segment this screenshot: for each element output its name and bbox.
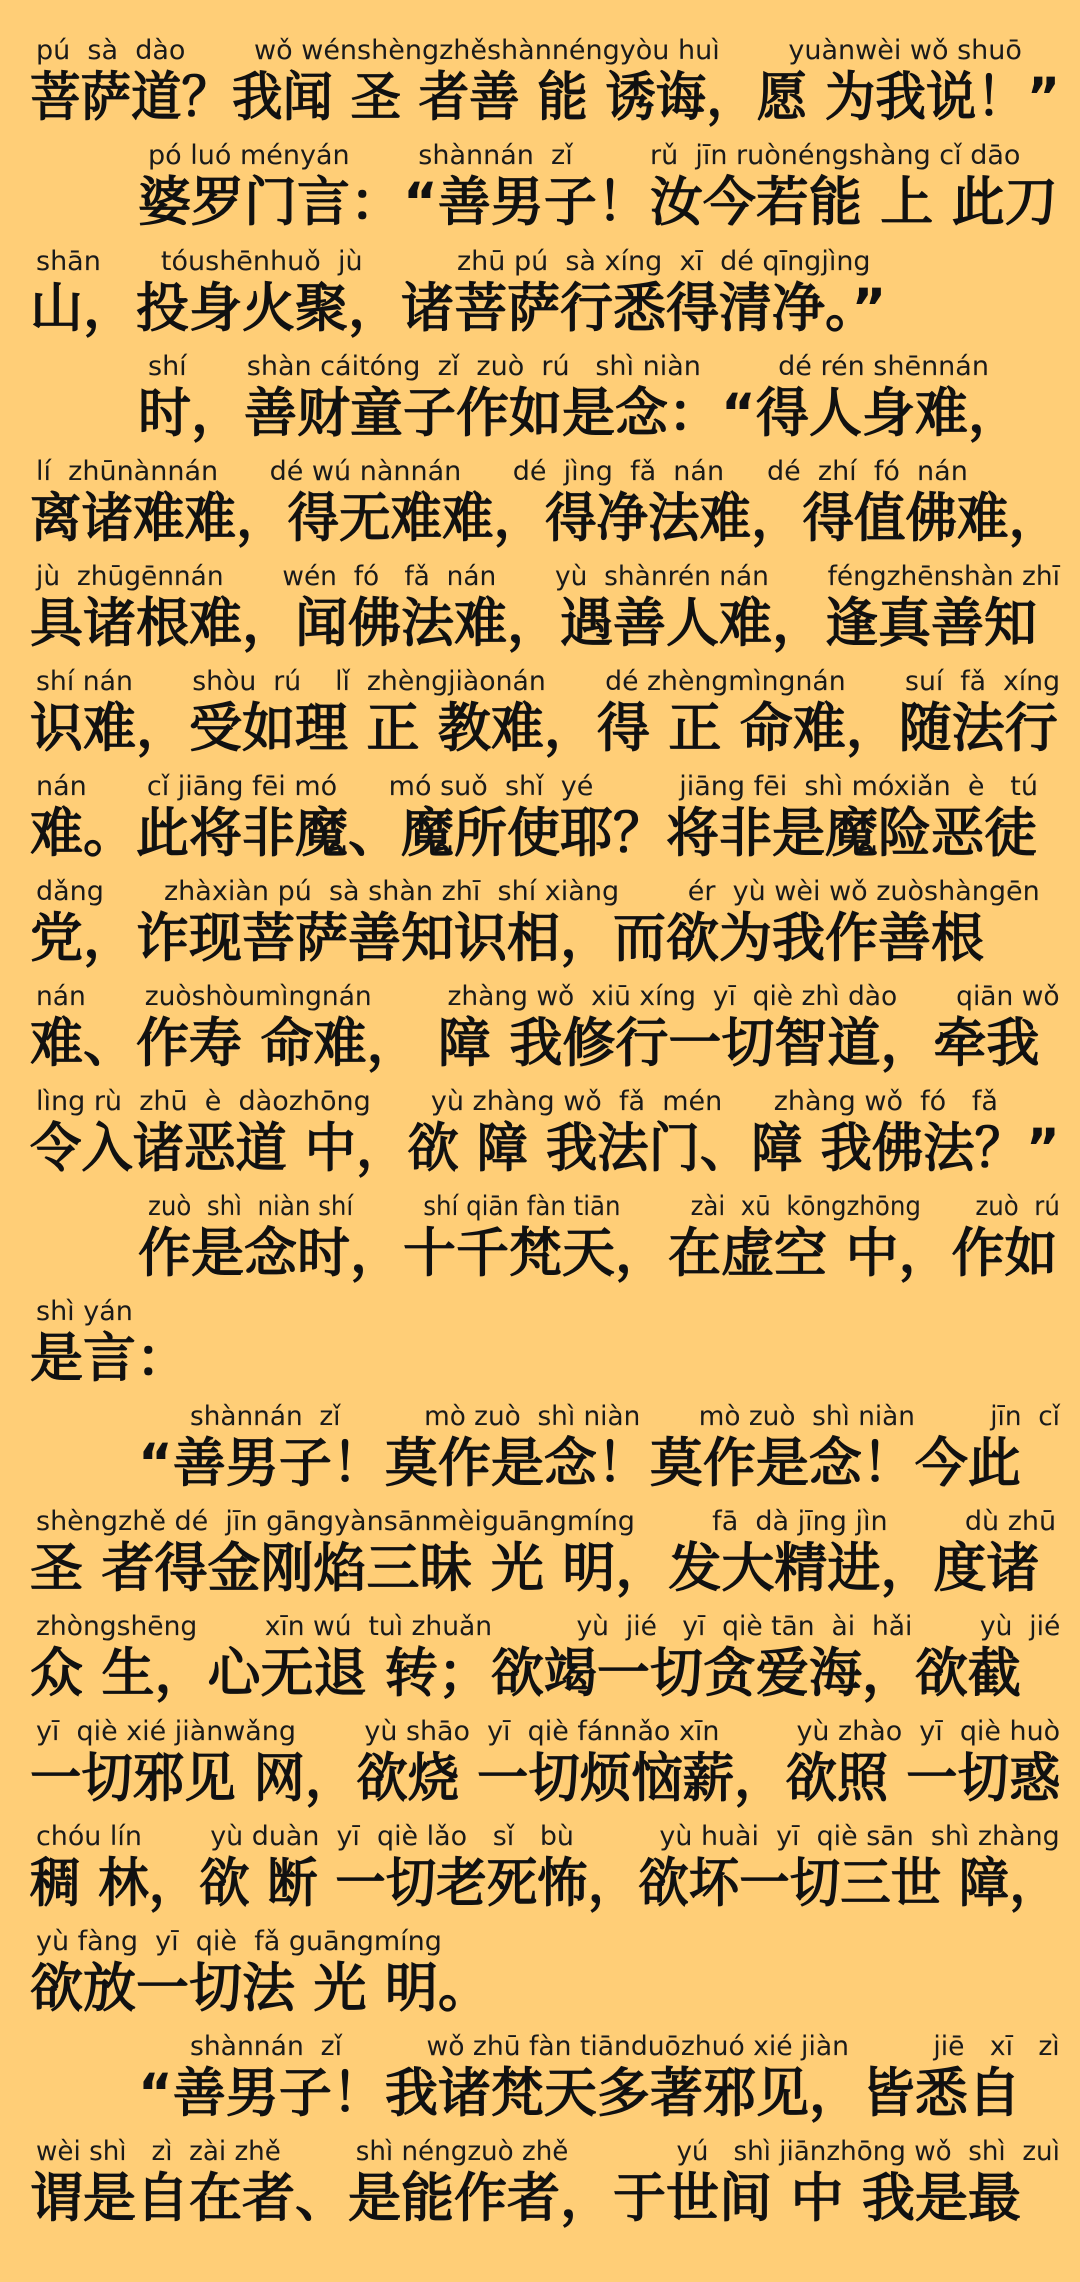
pinyin-line: nán cǐ jiāng fēi mó mó suǒ shǐ yé jiāng fēi shì móxiǎn è tú [36,771,1038,802]
hanzi-line: 山，投身火聚，诸菩萨行悉得清净。” [30,278,887,339]
hanzi-line: 作是念时，十千梵天，在虚空 中，作如 [138,1223,1058,1284]
pinyin-line: jù zhūgēnnán wén fó fǎ nán yù shànrén nán féngzhēnshàn zhī [36,561,1060,592]
pinyin-line: zuò shì niàn shí shí qiān fàn tiān zài xū kōngzhōng zuò rú [148,1191,1060,1222]
pinyin-line: dǎng zhàxiàn pú sà shàn zhī shí xiàng ér yù wèi wǒ zuòshàngēn [36,876,1040,907]
pinyin-line: yù fàng yī qiè fǎ guāngmíng [36,1926,442,1957]
pinyin-line: shèngzhě dé jīn gāngyànsānmèiguāngmíng fā dà jīng jìn dù zhū [36,1506,1057,1537]
hanzi-line: “善男子！我诸梵天多著邪见，皆悉自 [138,2063,1021,2124]
pinyin-line: shànnán zǐ mò zuò shì niàn mò zuò shì niàn jīn cǐ [190,1401,1060,1432]
pinyin-line: shànnán zǐ wǒ zhū fàn tiānduōzhuó xié jiàn jiē xī zì [190,2031,1060,2062]
hanzi-line: 离诸难难，得无难难，得净法难，得值佛难， [30,488,1061,549]
pinyin-line: shì yán [36,1296,133,1327]
pinyin-line: pó luó ményán shànnán zǐ rǔ jīn ruònéngshàng cǐ dāo [148,140,1021,171]
pinyin-line: zhòngshēng xīn wú tuì zhuǎn yù jié yī qiè tān ài hǎi yù jié [36,1611,1061,1642]
hanzi-line: 一切邪见 网，欲烧 一切烦恼薪，欲照 一切惑 [30,1748,1061,1809]
hanzi-line: 众 生，心无退 转；欲竭一切贪爱海，欲截 [30,1643,1021,1704]
hanzi-line: “善男子！莫作是念！莫作是念！今此 [138,1433,1021,1494]
hanzi-line: 令入诸恶道 中，欲 障 我法门、障 我佛法？” [30,1118,1060,1179]
hanzi-line: 具诸根难，闻佛法难，遇善人难，逢真善知 [30,593,1037,654]
pinyin-line: shí nán shòu rú lǐ zhèngjiàonán dé zhèngmìngnán suí fǎ xíng [36,666,1061,697]
pinyin-line: yī qiè xié jiànwǎng yù shāo yī qiè fánnǎo xīn yù zhào yī qiè huò [36,1716,1061,1747]
pinyin-line: pú sà dào wǒ wénshèngzhěshànnéngyòu huì yuànwèi wǒ shuō [36,35,1022,66]
hanzi-line: 难。此将非魔、魔所使耶？将非是魔险恶徒 [30,803,1037,864]
hanzi-line: 党，诈现菩萨善知识相，而欲为我作善根 [30,908,984,969]
pinyin-line: lí zhūnànnán dé wú nànnán dé jìng fǎ nán dé zhí fó nán [36,456,968,487]
pinyin-line: wèi shì zì zài zhě shì néngzuò zhě yú shì jiānzhōng wǒ shì zuì [36,2136,1060,2167]
pinyin-line: nán zuòshòumìngnán zhàng wǒ xiū xíng yī qiè zhì dào qiān wǒ [36,981,1060,1012]
hanzi-line: 欲放一切法 光 明。 [30,1958,491,2019]
pinyin-line: lìng rù zhū è dàozhōng yù zhàng wǒ fǎ mén zhàng wǒ fó fǎ [36,1086,998,1117]
hanzi-line: 圣 者得金刚焰三昧 光 明，发大精进，度诸 [30,1538,1040,1599]
pinyin-line: chóu lín yù duàn yī qiè lǎo sǐ bù yù huài yī qiè sān shì zhàng [36,1821,1060,1852]
hanzi-line: 谓是自在者、是能作者，于世间 中 我是最 [30,2168,1021,2229]
pinyin-line: shān tóushēnhuǒ jù zhū pú sà xíng xī dé qīngjìng [36,246,871,277]
hanzi-line: 难、作寿 命难， 障 我修行一切智道，牵我 [30,1013,1040,1074]
hanzi-line: 婆罗门言：“善男子！汝今若能 上 此刀 [138,172,1058,233]
hanzi-line: 菩萨道？我闻 圣 者善 能 诱诲，愿 为我说！” [30,67,1061,128]
hanzi-line: 是言： [30,1328,189,1389]
hanzi-line: 稠 林，欲 断 一切老死怖，欲坏一切三世 障， [30,1853,1060,1914]
pinyin-line: shí shàn cáitóng zǐ zuò rú shì niàn dé rén shēnnán [148,351,989,382]
hanzi-line: 识难，受如理 正 教难，得 正 命难，随法行 [30,698,1058,759]
hanzi-line: 时，善财童子作如是念：“得人身难， [138,383,1021,444]
